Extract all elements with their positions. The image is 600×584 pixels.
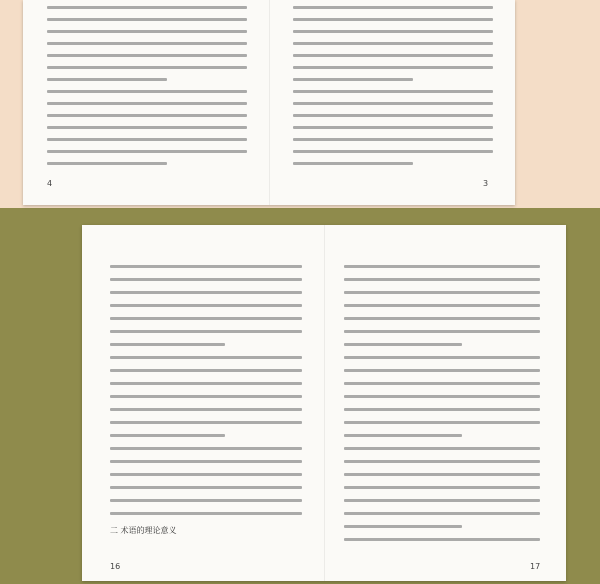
text-line [110, 486, 302, 489]
text-line [344, 343, 462, 346]
text-line [344, 486, 540, 489]
text-line [293, 6, 493, 9]
text-line [293, 90, 493, 93]
text-line [110, 278, 302, 281]
text-line [293, 150, 493, 153]
text-line [293, 66, 493, 69]
text-line [293, 114, 493, 117]
text-line [344, 512, 540, 515]
text-line [344, 460, 540, 463]
text-line [344, 421, 540, 424]
text-line [47, 66, 247, 69]
text-line [110, 395, 302, 398]
text-line [110, 265, 302, 268]
right-page-number: 3 [483, 179, 489, 188]
text-line [293, 42, 493, 45]
spine [269, 0, 270, 205]
text-line [47, 42, 247, 45]
left-page-text [110, 265, 302, 525]
text-line [344, 265, 540, 268]
text-line [47, 102, 247, 105]
text-line [47, 126, 247, 129]
text-line [293, 78, 413, 81]
spine [324, 225, 325, 581]
text-line [344, 499, 540, 502]
text-line [110, 317, 302, 320]
text-line [293, 30, 493, 33]
text-line [293, 102, 493, 105]
book-spread-top [23, 0, 515, 205]
right-page-text [344, 265, 540, 551]
text-line [344, 473, 540, 476]
text-line [110, 447, 302, 450]
text-line [110, 512, 302, 515]
text-line [110, 473, 302, 476]
text-line [110, 369, 302, 372]
text-line [110, 291, 302, 294]
text-line [344, 447, 540, 450]
text-line [344, 317, 540, 320]
text-line [110, 343, 225, 346]
text-line [293, 54, 493, 57]
text-line [110, 330, 302, 333]
book-spread-bottom [82, 225, 566, 581]
text-line [344, 382, 540, 385]
text-line [47, 150, 247, 153]
text-line [344, 538, 540, 541]
text-line [344, 304, 540, 307]
text-line [293, 138, 493, 141]
text-line [47, 138, 247, 141]
text-line [344, 408, 540, 411]
text-line [344, 434, 462, 437]
right-page-number: 17 [530, 562, 541, 571]
text-line [110, 304, 302, 307]
text-line [110, 460, 302, 463]
left-page-number: 16 [110, 562, 121, 571]
text-line [344, 395, 540, 398]
text-line [344, 356, 540, 359]
text-line [344, 525, 462, 528]
text-line [47, 78, 167, 81]
text-line [293, 126, 493, 129]
text-line [344, 369, 540, 372]
text-line [344, 278, 540, 281]
text-line [293, 162, 413, 165]
text-line [110, 356, 302, 359]
text-line [110, 408, 302, 411]
text-line [344, 330, 540, 333]
text-line [47, 90, 247, 93]
text-line [47, 30, 247, 33]
text-line [110, 382, 302, 385]
text-line [47, 54, 247, 57]
text-line [110, 421, 302, 424]
text-line [344, 291, 540, 294]
left-page-number: 4 [47, 179, 53, 188]
text-line [47, 162, 167, 165]
text-line [47, 6, 247, 9]
right-page-text [293, 6, 493, 174]
text-line [47, 18, 247, 21]
text-line [110, 434, 225, 437]
section-heading: 二 术语的理论意义 [110, 526, 177, 535]
text-line [110, 499, 302, 502]
text-line [47, 114, 247, 117]
left-page-text [47, 6, 247, 174]
text-line [293, 18, 493, 21]
